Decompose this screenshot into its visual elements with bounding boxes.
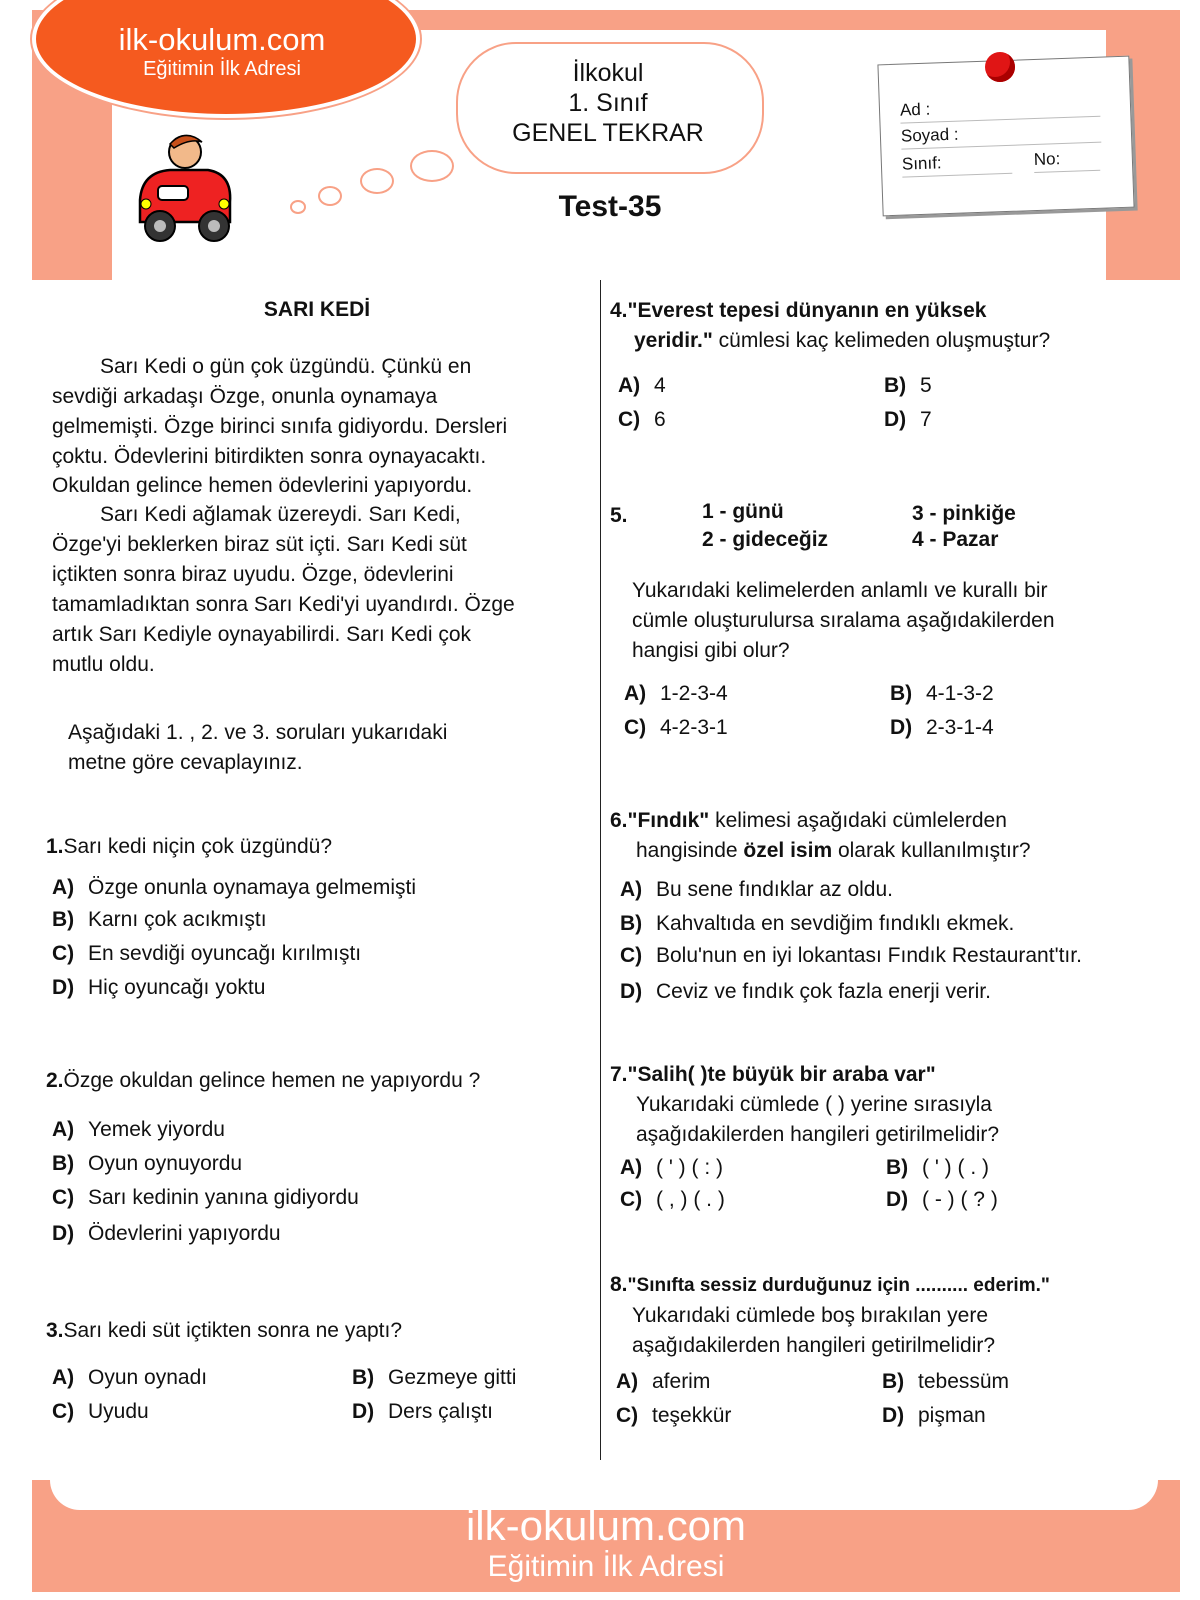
surname-field-label[interactable]: Soyad : — [901, 120, 1102, 150]
word-item: 3 - pinkiğe — [912, 502, 1016, 525]
q7-option-c[interactable]: C) ( , ) ( . ) — [620, 1188, 725, 1211]
number-field-label[interactable]: No: — [1034, 148, 1101, 173]
q5-option-b[interactable]: B) 4-1-3-2 — [890, 682, 994, 705]
story-line: tamamladıktan sonra Sarı Kedi'yi uyandırdı. Özge — [52, 593, 515, 616]
cloud-line-grade: 1. Sınıf — [568, 89, 648, 117]
q5-option-a[interactable]: A) 1-2-3-4 — [624, 682, 728, 705]
question-8-stem — [610, 1270, 1185, 1361]
question-number: 1. — [46, 835, 64, 858]
word-item: 1 - günü — [702, 500, 784, 523]
q7-option-b[interactable]: B) ( ' ) ( . ) — [886, 1156, 989, 1179]
question-text: aşağıdakilerden hangileri getirilmelidir? — [636, 1123, 1000, 1146]
q6-option-d[interactable]: D) Ceviz ve fındık çok fazla enerji verir. — [620, 980, 991, 1003]
question-number: 6. — [610, 809, 628, 832]
logo-subtitle: Eğitimin İlk Adresi — [143, 58, 301, 80]
question-5-stem — [632, 576, 1172, 666]
word-item: 4 - Pazar — [912, 528, 999, 551]
question-quote: "Everest tepesi dünyanın en yüksek — [627, 299, 987, 322]
q8-option-c[interactable]: C) teşekkür — [616, 1404, 732, 1427]
q1-option-b[interactable]: B) Karnı çok acıkmıştı — [52, 908, 267, 931]
question-number: 7. — [610, 1063, 628, 1086]
story-line: çoktu. Ödevlerini bitirdikten sonra oynayacaktı. — [52, 445, 487, 468]
question-number: 3. — [46, 1319, 64, 1342]
q5-option-d[interactable]: D) 2-3-1-4 — [890, 716, 994, 739]
q3-option-a[interactable]: A) Oyun oynadı — [52, 1366, 208, 1389]
story-paragraph-1 — [52, 352, 592, 680]
instruction-line: metne göre cevaplayınız. — [68, 751, 303, 774]
thought-dot — [290, 200, 306, 214]
logo-title: ilk-okulum.com — [118, 22, 326, 57]
question-text: Sarı kedi süt içtikten sonra ne yaptı? — [63, 1319, 403, 1342]
story-line: Özge'yi beklerken biraz süt içti. Sarı Kedi süt — [52, 533, 467, 556]
q4-option-c[interactable]: C) 6 — [618, 408, 666, 431]
story-instruction — [68, 718, 588, 778]
question-quote: "Sınıfta sessiz durduğunuz için .......... ederim." — [627, 1275, 1050, 1296]
q6-option-a[interactable]: A) Bu sene fındıklar az oldu. — [620, 878, 893, 901]
q2-option-d[interactable]: D) Ödevlerini yapıyordu — [52, 1222, 281, 1245]
class-field-label[interactable]: Sınıf: — [902, 151, 1013, 178]
q8-option-a[interactable]: A) aferim — [616, 1370, 711, 1393]
question-text: hangisinde — [636, 839, 744, 862]
question-number: 5. — [610, 504, 628, 527]
question-number: 8. — [610, 1273, 628, 1296]
question-text: hangisi gibi olur? — [632, 639, 790, 662]
instruction-line: Aşağıdaki 1. , 2. ve 3. soruları yukarıdaki — [68, 721, 448, 744]
question-number: 4. — [610, 299, 628, 322]
footer-title: ilk-okulum.com — [465, 1502, 747, 1549]
q3-option-d[interactable]: D) Ders çalıştı — [352, 1400, 494, 1423]
question-3-stem — [46, 1316, 402, 1346]
q4-option-d[interactable]: D) 7 — [884, 408, 932, 431]
question-quote: "Salih( )te büyük bir araba var" — [627, 1063, 936, 1086]
question-number: 2. — [46, 1069, 64, 1092]
question-text: kelimesi aşağıdaki cümlelerden — [709, 809, 1007, 832]
q7-option-d[interactable]: D) ( - ) ( ? ) — [886, 1188, 998, 1211]
word-item: 2 - gideceğiz — [702, 528, 829, 551]
q3-option-b[interactable]: B) Gezmeye gitti — [352, 1366, 517, 1389]
question-text: cümlesi kaç kelimeden oluşmuştur? — [712, 329, 1051, 352]
question-text: Özge okuldan gelince hemen ne yapıyordu ? — [63, 1069, 481, 1092]
q1-option-d[interactable]: D) Hiç oyuncağı yoktu — [52, 976, 266, 999]
question-quote: "Fındık" — [627, 809, 710, 832]
question-emphasis: özel isim — [743, 839, 833, 862]
story-line: sevdiği arkadaşı Özge, onunla oynamaya — [52, 385, 438, 408]
thought-dot — [318, 186, 342, 206]
q5-option-c[interactable]: C) 4-2-3-1 — [624, 716, 728, 739]
footer-subtitle: Eğitimin İlk Adresi — [487, 1550, 725, 1583]
q4-option-b[interactable]: B) 5 — [884, 374, 932, 397]
q2-option-b[interactable]: B) Oyun oynuyordu — [52, 1152, 243, 1175]
q3-option-c[interactable]: C) Uyudu — [52, 1400, 149, 1423]
cloud-heading — [456, 58, 760, 148]
column-divider — [600, 280, 601, 1460]
question-1-stem — [46, 832, 332, 862]
question-text: cümle oluşturulursa sıralama aşağıdakilerden — [632, 609, 1055, 632]
question-quote: yeridir." — [634, 329, 713, 352]
thought-dot — [360, 168, 394, 194]
question-text: Yukarıdaki kelimelerden anlamlı ve kurallı bir — [632, 579, 1048, 602]
q2-option-a[interactable]: A) Yemek yiyordu — [52, 1118, 225, 1141]
red-pushpin-icon — [985, 52, 1015, 82]
q8-option-b[interactable]: B) tebessüm — [882, 1370, 1010, 1393]
q2-option-c[interactable]: C) Sarı kedinin yanına gidiyordu — [52, 1186, 359, 1209]
story-line: artık Sarı Kediyle oynayabilirdi. Sarı Kedi çok — [52, 623, 472, 646]
question-4-stem — [610, 296, 1170, 356]
cloud-line-topic: GENEL TEKRAR — [512, 119, 704, 147]
question-7-stem — [610, 1060, 1180, 1150]
question-text: olarak kullanılmıştır? — [832, 839, 1031, 862]
q1-option-c[interactable]: C) En sevdiği oyuncağı kırılmıştı — [52, 942, 362, 965]
q7-option-a[interactable]: A) ( ' ) ( : ) — [620, 1156, 723, 1179]
story-line: Sarı Kedi ağlamak üzereydi. Sarı Kedi, — [100, 503, 461, 526]
story-line: mutlu oldu. — [52, 653, 155, 676]
q1-option-a[interactable]: A) Özge onunla oynamaya gelmemişti — [52, 876, 417, 899]
thought-dot — [410, 150, 454, 182]
story-line: Sarı Kedi o gün çok üzgündü. Çünkü en — [100, 355, 472, 378]
q6-option-c[interactable]: C) Bolu'nun en iyi lokantası Fındık Restaurant'tır. — [620, 944, 1082, 967]
test-title: Test-35 — [558, 190, 662, 223]
question-text: aşağıdakilerden hangileri getirilmelidir? — [632, 1334, 996, 1357]
name-field-label[interactable]: Ad : — [900, 94, 1101, 124]
cartoon-car-icon — [130, 130, 240, 250]
q8-option-d[interactable]: D) pişman — [882, 1404, 986, 1427]
question-6-stem — [610, 806, 1180, 866]
story-line: içtikten sonra biraz uyudu. Özge, ödevlerini — [52, 563, 454, 586]
question-text: Yukarıdaki cümlede ( ) yerine sırasıyla — [636, 1093, 992, 1116]
story-title: SARI KEDİ — [263, 298, 371, 321]
q4-option-a[interactable]: A) 4 — [618, 374, 666, 397]
q6-option-b[interactable]: B) Kahvaltıda en sevdiğim fındıklı ekmek. — [620, 912, 1015, 935]
question-text: Yukarıdaki cümlede boş bırakılan yere — [632, 1304, 989, 1327]
cloud-line-level: İlkokul — [572, 59, 644, 87]
question-2-stem — [46, 1066, 480, 1096]
story-line: Okuldan gelince hemen ödevlerini yapıyordu. — [52, 474, 473, 497]
story-line: gelmemişti. Özge birinci sınıfa gidiyordu. Dersleri — [52, 415, 508, 438]
question-text: Sarı kedi niçin çok üzgündü? — [63, 835, 333, 858]
